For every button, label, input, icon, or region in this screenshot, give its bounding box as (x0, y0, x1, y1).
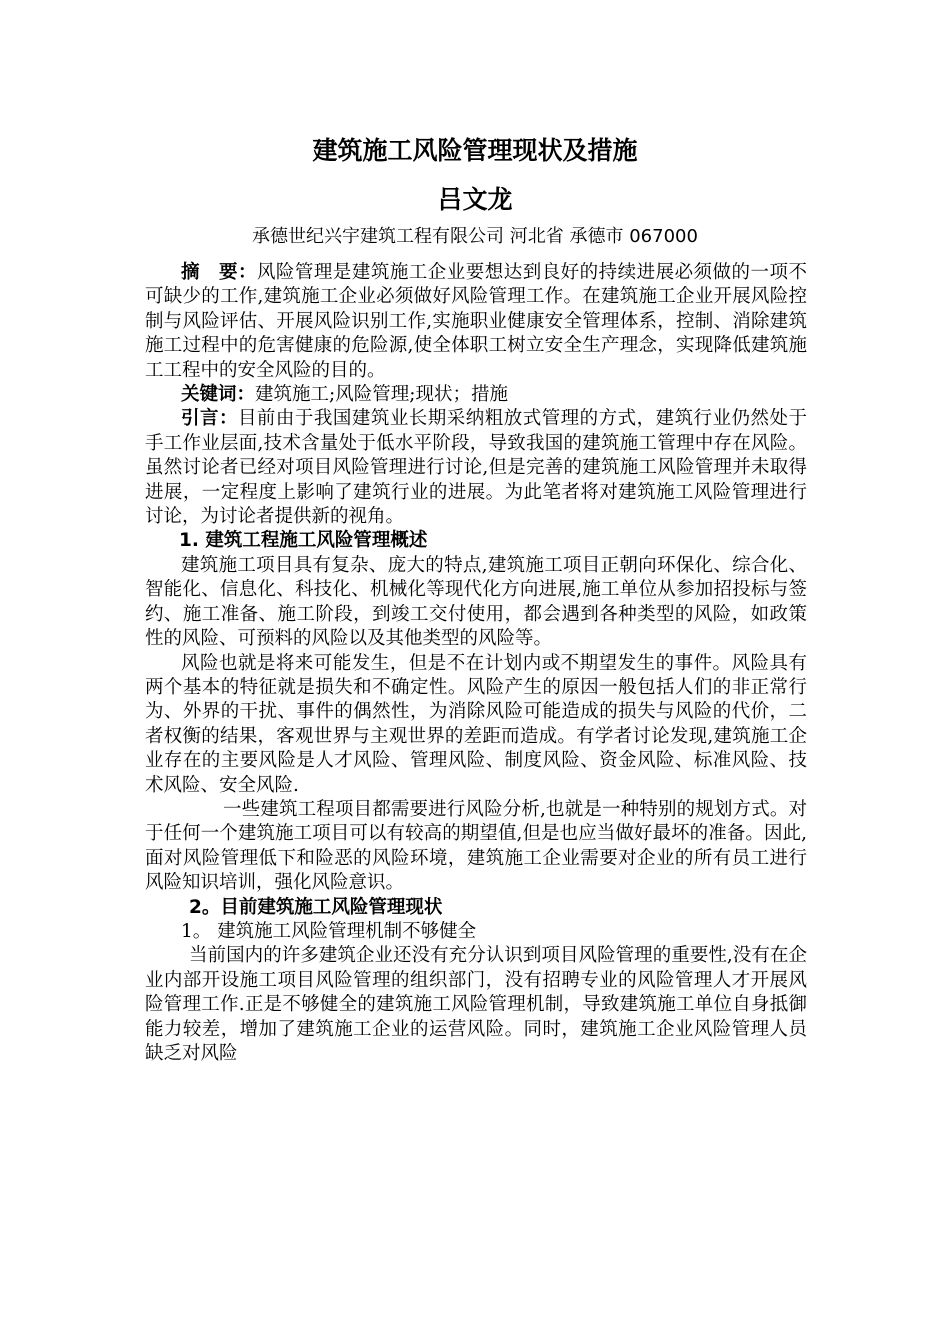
section1-paragraph-2: 风险也就是将来可能发生，但是不在计划内或不期望发生的事件。风险具有两个基本的特征就是损失和不确定性。风险产生的原因一般包括人们的非正常行为、外界的干扰、事件的偶然性，为消除风险可能造成的损失与风险的代价，二者权衡的结果，客观世界与主观世界的差距而造成。有学者讨论发现,建筑施工企业存在的主要风险是人才风险、管理风险、制度风险、资金风险、标准风险、技术风险、安全风险. (145, 652, 807, 796)
abstract-text: 风险管理是建筑施工企业要想达到良好的持续进展必须做的一项不可缺少的工作,建筑施工企业必须做好风险管理工作。在建筑施工企业开展风险控制与风险评估、开展风险识别工作,实施职业健康安全管理体系，控制、消除建筑施工过程中的危害健康的危险源,使全体职工树立安全生产理念，实现降低建筑施工工程中的安全风险的目的。 (145, 262, 807, 381)
section1-heading: 1. 建筑工程施工风险管理概述 (179, 530, 428, 552)
section2-subheading-1: 1。 建筑施工风险管理机制不够健全 (181, 920, 477, 942)
author-name: 吕文龙 (437, 185, 513, 214)
section1-paragraph-1: 建筑施工项目具有复杂、庞大的特点,建筑施工项目正朝向环保化、综合化、智能化、信息化、科技化、机械化等现代化方向进展,施工单位从参加招投标与签约、施工准备、施工阶段，到竣工交付使用，都会遇到各种类型的风险，如政策性的风险、可预料的风险以及其他类型的风险等。 (145, 554, 807, 650)
keywords-text: 建筑施工;风险管理;现状；措施 (255, 384, 508, 406)
keywords-paragraph (145, 383, 807, 407)
section1-paragraph-3: 一些建筑工程项目都需要进行风险分析,也就是一种特别的规划方式。对于任何一个建筑施工项目可以有较高的期望值,但是也应当做好最坏的准备。因此,面对风险管理低下和险恶的风险环境，建筑施工企业需要对企业的所有员工进行风险知识培训，强化风险意识。 (145, 798, 807, 894)
keywords-label: 关键词： (181, 384, 256, 406)
section2-paragraph-1: 当前国内的许多建筑企业还没有充分认识到项目风险管理的重要性,没有在企业内部开设施工项目风险管理的组织部门，没有招聘专业的风险管理人才开展风险管理工作.正是不够健全的建筑施工风险管理机制，导致建筑施工单位自身抵御能力较差，增加了建筑施工企业的运营风险。同时，建筑施工企业风险管理人员缺乏对风险 (145, 945, 807, 1064)
page-title: 建筑施工风险管理现状及措施 (312, 136, 638, 165)
abstract-label: 摘 要： (181, 262, 257, 283)
article-body (145, 261, 807, 1066)
intro-text: 目前由于我国建筑业长期采纳粗放式管理的方式，建筑行业仍然处于手工作业层面,技术含量处于低水平阶段，导致我国的建筑施工管理中存在风险。虽然讨论者已经对项目风险管理进行讨论,但是完善的建筑施工风险管理并未取得进展，一定程度上影响了建筑行业的进展。为此笔者将对建筑施工风险管理进行讨论，为讨论者提供新的视角。 (145, 408, 807, 528)
author-affiliation: 承德世纪兴宇建筑工程有限公司 河北省 承德市 067000 (252, 226, 698, 247)
intro-paragraph (145, 407, 807, 529)
abstract-paragraph (145, 261, 807, 383)
intro-label: 引言： (181, 408, 238, 430)
section2-heading: 2。目前建筑施工风险管理现状 (189, 896, 443, 918)
